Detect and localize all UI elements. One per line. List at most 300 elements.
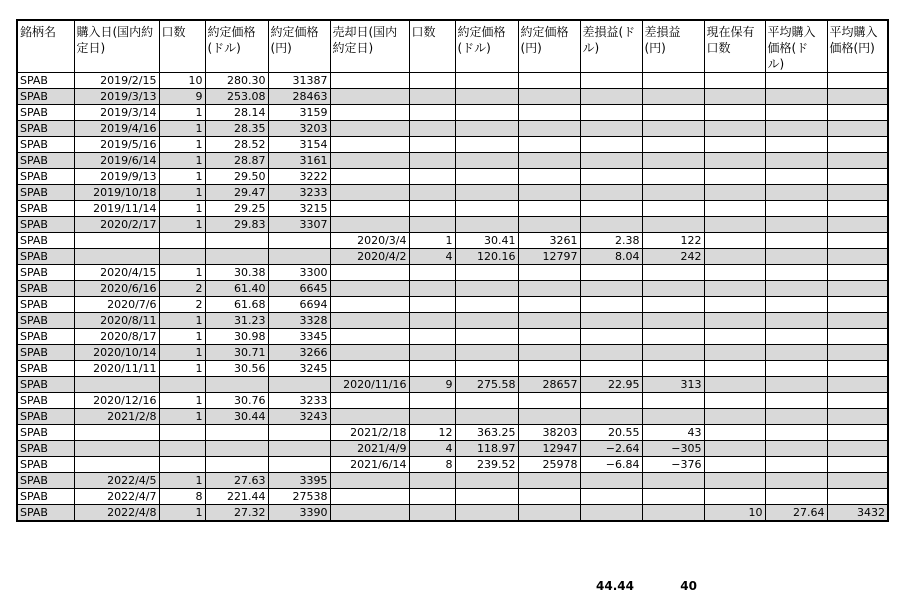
table-cell[interactable]	[704, 297, 765, 313]
table-cell[interactable]: 3261	[518, 233, 580, 249]
table-cell[interactable]: 30.71	[205, 345, 268, 361]
table-cell[interactable]: 31387	[268, 73, 330, 89]
table-cell[interactable]	[330, 153, 409, 169]
table-cell[interactable]	[642, 121, 704, 137]
table-cell[interactable]: 2.38	[580, 233, 642, 249]
table-cell[interactable]	[455, 345, 518, 361]
table-cell[interactable]: 3243	[268, 409, 330, 425]
table-cell[interactable]: SPAB	[17, 121, 74, 137]
table-cell[interactable]	[74, 457, 159, 473]
table-cell[interactable]	[518, 361, 580, 377]
table-cell[interactable]: 2019/3/13	[74, 89, 159, 105]
table-cell[interactable]	[827, 425, 888, 441]
table-cell[interactable]	[704, 345, 765, 361]
table-cell[interactable]	[765, 169, 827, 185]
table-cell[interactable]: 9	[159, 89, 205, 105]
table-cell[interactable]: 28.35	[205, 121, 268, 137]
table-cell[interactable]: 25978	[518, 457, 580, 473]
table-cell[interactable]: 1	[159, 505, 205, 522]
table-cell[interactable]: SPAB	[17, 169, 74, 185]
table-cell[interactable]: 2020/2/17	[74, 217, 159, 233]
table-cell[interactable]	[330, 281, 409, 297]
table-cell[interactable]	[330, 393, 409, 409]
table-cell[interactable]	[518, 297, 580, 313]
table-cell[interactable]	[455, 489, 518, 505]
table-cell[interactable]	[455, 361, 518, 377]
table-cell[interactable]	[268, 441, 330, 457]
table-cell[interactable]	[704, 265, 765, 281]
table-cell[interactable]	[409, 409, 455, 425]
table-cell[interactable]: 1	[159, 361, 205, 377]
table-cell[interactable]	[330, 201, 409, 217]
table-cell[interactable]: SPAB	[17, 297, 74, 313]
table-cell[interactable]	[704, 105, 765, 121]
table-cell[interactable]: SPAB	[17, 329, 74, 345]
table-cell[interactable]	[827, 73, 888, 89]
table-cell[interactable]: 2021/6/14	[330, 457, 409, 473]
table-cell[interactable]	[642, 73, 704, 89]
table-cell[interactable]: 12947	[518, 441, 580, 457]
table-cell[interactable]	[205, 249, 268, 265]
table-cell[interactable]: 1	[159, 153, 205, 169]
table-cell[interactable]	[704, 73, 765, 89]
table-cell[interactable]: SPAB	[17, 105, 74, 121]
table-cell[interactable]	[704, 169, 765, 185]
table-cell[interactable]: 4	[409, 249, 455, 265]
table-cell[interactable]: 1	[159, 137, 205, 153]
table-cell[interactable]: 30.76	[205, 393, 268, 409]
table-cell[interactable]	[642, 217, 704, 233]
table-cell[interactable]	[580, 505, 642, 522]
table-cell[interactable]: 2022/4/5	[74, 473, 159, 489]
table-cell[interactable]	[580, 297, 642, 313]
table-cell[interactable]: 120.16	[455, 249, 518, 265]
table-cell[interactable]	[268, 233, 330, 249]
table-cell[interactable]	[518, 281, 580, 297]
table-cell[interactable]	[159, 441, 205, 457]
table-cell[interactable]	[765, 153, 827, 169]
table-cell[interactable]	[330, 505, 409, 522]
table-cell[interactable]: 1	[159, 121, 205, 137]
table-cell[interactable]	[330, 265, 409, 281]
table-cell[interactable]: 61.40	[205, 281, 268, 297]
table-cell[interactable]: 3345	[268, 329, 330, 345]
table-cell[interactable]	[827, 393, 888, 409]
table-cell[interactable]	[409, 137, 455, 153]
table-cell[interactable]: 253.08	[205, 89, 268, 105]
table-cell[interactable]: −376	[642, 457, 704, 473]
table-cell[interactable]: 2019/5/16	[74, 137, 159, 153]
table-cell[interactable]	[330, 473, 409, 489]
table-cell[interactable]	[765, 105, 827, 121]
table-cell[interactable]	[205, 233, 268, 249]
table-cell[interactable]: 12	[409, 425, 455, 441]
table-cell[interactable]: 1	[159, 345, 205, 361]
table-cell[interactable]	[518, 345, 580, 361]
table-cell[interactable]	[765, 121, 827, 137]
table-cell[interactable]	[518, 265, 580, 281]
table-cell[interactable]: 28463	[268, 89, 330, 105]
table-cell[interactable]	[827, 457, 888, 473]
table-cell[interactable]	[330, 89, 409, 105]
table-cell[interactable]: 8	[409, 457, 455, 473]
table-cell[interactable]	[330, 217, 409, 233]
table-cell[interactable]: 2	[159, 297, 205, 313]
table-cell[interactable]	[518, 153, 580, 169]
table-cell[interactable]	[518, 89, 580, 105]
table-cell[interactable]	[518, 121, 580, 137]
table-cell[interactable]: 28.14	[205, 105, 268, 121]
table-cell[interactable]	[518, 409, 580, 425]
table-cell[interactable]	[409, 121, 455, 137]
table-cell[interactable]: 1	[409, 233, 455, 249]
table-cell[interactable]: 6645	[268, 281, 330, 297]
table-cell[interactable]	[704, 217, 765, 233]
table-cell[interactable]	[268, 457, 330, 473]
table-cell[interactable]: −305	[642, 441, 704, 457]
table-cell[interactable]	[580, 217, 642, 233]
table-cell[interactable]	[827, 89, 888, 105]
table-cell[interactable]: 3328	[268, 313, 330, 329]
table-cell[interactable]: 3395	[268, 473, 330, 489]
table-cell[interactable]: 2	[159, 281, 205, 297]
table-cell[interactable]	[74, 441, 159, 457]
table-cell[interactable]: 1	[159, 473, 205, 489]
table-cell[interactable]	[704, 121, 765, 137]
table-cell[interactable]	[765, 361, 827, 377]
table-cell[interactable]: 27.63	[205, 473, 268, 489]
table-cell[interactable]	[704, 153, 765, 169]
table-cell[interactable]: 1	[159, 393, 205, 409]
table-cell[interactable]	[455, 185, 518, 201]
table-cell[interactable]: 29.47	[205, 185, 268, 201]
table-cell[interactable]: 118.97	[455, 441, 518, 457]
table-cell[interactable]: 2019/6/14	[74, 153, 159, 169]
table-cell[interactable]: 12797	[518, 249, 580, 265]
table-cell[interactable]	[518, 505, 580, 522]
table-cell[interactable]	[409, 329, 455, 345]
table-cell[interactable]	[704, 89, 765, 105]
table-cell[interactable]: SPAB	[17, 281, 74, 297]
table-cell[interactable]	[827, 265, 888, 281]
table-cell[interactable]: 313	[642, 377, 704, 393]
table-cell[interactable]: SPAB	[17, 265, 74, 281]
table-cell[interactable]: SPAB	[17, 217, 74, 233]
table-cell[interactable]	[704, 377, 765, 393]
table-cell[interactable]	[455, 505, 518, 522]
table-cell[interactable]: 221.44	[205, 489, 268, 505]
table-cell[interactable]	[74, 377, 159, 393]
table-cell[interactable]	[409, 217, 455, 233]
table-cell[interactable]: 3203	[268, 121, 330, 137]
table-cell[interactable]	[642, 489, 704, 505]
table-cell[interactable]	[827, 105, 888, 121]
table-cell[interactable]	[409, 105, 455, 121]
table-cell[interactable]: 3245	[268, 361, 330, 377]
table-cell[interactable]: 2022/4/8	[74, 505, 159, 522]
table-cell[interactable]	[580, 265, 642, 281]
table-cell[interactable]: SPAB	[17, 473, 74, 489]
table-cell[interactable]	[205, 457, 268, 473]
table-cell[interactable]: 2020/12/16	[74, 393, 159, 409]
table-cell[interactable]	[330, 121, 409, 137]
table-cell[interactable]	[518, 393, 580, 409]
table-cell[interactable]: 8.04	[580, 249, 642, 265]
table-cell[interactable]	[330, 169, 409, 185]
table-cell[interactable]	[159, 249, 205, 265]
table-cell[interactable]	[704, 185, 765, 201]
table-cell[interactable]	[827, 313, 888, 329]
table-cell[interactable]	[580, 409, 642, 425]
table-cell[interactable]: 2020/10/14	[74, 345, 159, 361]
table-cell[interactable]	[827, 153, 888, 169]
table-cell[interactable]	[580, 169, 642, 185]
table-cell[interactable]	[642, 409, 704, 425]
table-cell[interactable]	[765, 329, 827, 345]
table-cell[interactable]	[455, 393, 518, 409]
table-cell[interactable]: 30.44	[205, 409, 268, 425]
table-cell[interactable]	[765, 233, 827, 249]
table-cell[interactable]	[642, 361, 704, 377]
table-cell[interactable]	[455, 297, 518, 313]
table-cell[interactable]	[409, 169, 455, 185]
table-cell[interactable]	[765, 73, 827, 89]
table-cell[interactable]	[518, 73, 580, 89]
table-cell[interactable]	[518, 217, 580, 233]
table-cell[interactable]: 31.23	[205, 313, 268, 329]
table-cell[interactable]	[704, 457, 765, 473]
table-cell[interactable]: 8	[159, 489, 205, 505]
table-cell[interactable]	[74, 249, 159, 265]
table-cell[interactable]: 10	[704, 505, 765, 522]
table-cell[interactable]: 1	[159, 105, 205, 121]
table-cell[interactable]: SPAB	[17, 377, 74, 393]
table-cell[interactable]: SPAB	[17, 393, 74, 409]
table-cell[interactable]: SPAB	[17, 153, 74, 169]
table-cell[interactable]	[455, 89, 518, 105]
table-cell[interactable]	[642, 153, 704, 169]
table-cell[interactable]: SPAB	[17, 441, 74, 457]
table-cell[interactable]	[580, 361, 642, 377]
table-cell[interactable]	[642, 265, 704, 281]
table-cell[interactable]: 29.50	[205, 169, 268, 185]
table-cell[interactable]: 1	[159, 313, 205, 329]
table-cell[interactable]: 1	[159, 329, 205, 345]
table-cell[interactable]	[704, 249, 765, 265]
table-cell[interactable]: SPAB	[17, 185, 74, 201]
table-cell[interactable]: 2019/11/14	[74, 201, 159, 217]
table-cell[interactable]: SPAB	[17, 137, 74, 153]
table-cell[interactable]	[330, 185, 409, 201]
table-cell[interactable]: 3432	[827, 505, 888, 522]
table-cell[interactable]	[642, 201, 704, 217]
table-cell[interactable]	[827, 169, 888, 185]
table-cell[interactable]: 2019/4/16	[74, 121, 159, 137]
table-cell[interactable]	[455, 73, 518, 89]
table-cell[interactable]: 9	[409, 377, 455, 393]
table-cell[interactable]	[765, 89, 827, 105]
table-cell[interactable]: 30.38	[205, 265, 268, 281]
table-cell[interactable]: 27.64	[765, 505, 827, 522]
table-cell[interactable]	[827, 361, 888, 377]
table-cell[interactable]	[765, 313, 827, 329]
table-cell[interactable]	[704, 441, 765, 457]
table-cell[interactable]: 3222	[268, 169, 330, 185]
table-cell[interactable]	[704, 361, 765, 377]
table-cell[interactable]	[518, 201, 580, 217]
table-cell[interactable]	[455, 473, 518, 489]
table-cell[interactable]	[704, 425, 765, 441]
table-cell[interactable]: 30.56	[205, 361, 268, 377]
table-cell[interactable]: 239.52	[455, 457, 518, 473]
table-cell[interactable]	[827, 377, 888, 393]
table-cell[interactable]	[159, 457, 205, 473]
table-cell[interactable]	[580, 489, 642, 505]
table-cell[interactable]: 2020/11/16	[330, 377, 409, 393]
table-cell[interactable]	[765, 393, 827, 409]
table-cell[interactable]: 43	[642, 425, 704, 441]
table-cell[interactable]: 27.32	[205, 505, 268, 522]
table-cell[interactable]: 4	[409, 441, 455, 457]
table-cell[interactable]: 2020/3/4	[330, 233, 409, 249]
table-cell[interactable]: 30.98	[205, 329, 268, 345]
table-cell[interactable]	[409, 89, 455, 105]
table-cell[interactable]	[205, 377, 268, 393]
table-cell[interactable]: 61.68	[205, 297, 268, 313]
table-cell[interactable]	[518, 105, 580, 121]
table-cell[interactable]: 2021/2/18	[330, 425, 409, 441]
table-cell[interactable]	[580, 105, 642, 121]
table-cell[interactable]: SPAB	[17, 489, 74, 505]
table-cell[interactable]	[704, 281, 765, 297]
table-cell[interactable]	[74, 425, 159, 441]
table-cell[interactable]	[765, 441, 827, 457]
table-cell[interactable]	[642, 281, 704, 297]
table-cell[interactable]	[409, 361, 455, 377]
table-cell[interactable]	[827, 137, 888, 153]
table-cell[interactable]: 1	[159, 201, 205, 217]
table-cell[interactable]	[642, 169, 704, 185]
table-cell[interactable]	[518, 169, 580, 185]
table-cell[interactable]	[330, 313, 409, 329]
table-cell[interactable]: 122	[642, 233, 704, 249]
table-cell[interactable]: SPAB	[17, 361, 74, 377]
table-cell[interactable]	[74, 233, 159, 249]
table-cell[interactable]	[642, 185, 704, 201]
table-cell[interactable]: −6.84	[580, 457, 642, 473]
table-cell[interactable]	[409, 297, 455, 313]
table-cell[interactable]	[827, 217, 888, 233]
table-cell[interactable]	[765, 345, 827, 361]
table-cell[interactable]: 280.30	[205, 73, 268, 89]
table-cell[interactable]	[330, 361, 409, 377]
table-cell[interactable]	[642, 297, 704, 313]
table-cell[interactable]	[330, 489, 409, 505]
table-cell[interactable]	[330, 73, 409, 89]
table-cell[interactable]	[704, 473, 765, 489]
table-cell[interactable]: 28.52	[205, 137, 268, 153]
table-cell[interactable]: 2020/11/11	[74, 361, 159, 377]
table-cell[interactable]	[642, 105, 704, 121]
table-cell[interactable]	[330, 297, 409, 313]
table-cell[interactable]	[455, 121, 518, 137]
table-cell[interactable]: SPAB	[17, 89, 74, 105]
table-cell[interactable]: 1	[159, 265, 205, 281]
table-cell[interactable]: SPAB	[17, 345, 74, 361]
table-cell[interactable]: 2022/4/7	[74, 489, 159, 505]
table-cell[interactable]	[580, 89, 642, 105]
table-cell[interactable]	[765, 457, 827, 473]
table-cell[interactable]	[765, 473, 827, 489]
table-cell[interactable]: 3215	[268, 201, 330, 217]
table-cell[interactable]	[205, 441, 268, 457]
table-cell[interactable]	[704, 409, 765, 425]
table-cell[interactable]	[409, 153, 455, 169]
table-cell[interactable]: 3266	[268, 345, 330, 361]
table-cell[interactable]	[765, 249, 827, 265]
table-cell[interactable]	[580, 73, 642, 89]
table-cell[interactable]: 1	[159, 169, 205, 185]
table-cell[interactable]: SPAB	[17, 313, 74, 329]
table-cell[interactable]	[827, 409, 888, 425]
table-cell[interactable]: 6694	[268, 297, 330, 313]
table-cell[interactable]	[455, 329, 518, 345]
table-cell[interactable]: 363.25	[455, 425, 518, 441]
table-cell[interactable]	[580, 473, 642, 489]
table-cell[interactable]	[765, 377, 827, 393]
table-cell[interactable]: 29.25	[205, 201, 268, 217]
table-cell[interactable]: SPAB	[17, 233, 74, 249]
table-cell[interactable]: 1	[159, 185, 205, 201]
table-cell[interactable]	[455, 217, 518, 233]
table-cell[interactable]	[455, 265, 518, 281]
table-cell[interactable]	[642, 393, 704, 409]
table-cell[interactable]: 3300	[268, 265, 330, 281]
table-cell[interactable]	[642, 505, 704, 522]
table-cell[interactable]: 38203	[518, 425, 580, 441]
table-cell[interactable]	[827, 249, 888, 265]
table-cell[interactable]	[580, 153, 642, 169]
table-cell[interactable]	[455, 153, 518, 169]
table-cell[interactable]	[409, 265, 455, 281]
table-cell[interactable]	[455, 105, 518, 121]
table-cell[interactable]	[704, 489, 765, 505]
table-cell[interactable]: 3233	[268, 393, 330, 409]
table-cell[interactable]: 3154	[268, 137, 330, 153]
table-cell[interactable]	[268, 249, 330, 265]
table-cell[interactable]	[765, 425, 827, 441]
table-cell[interactable]	[704, 233, 765, 249]
table-cell[interactable]	[765, 489, 827, 505]
table-cell[interactable]	[827, 233, 888, 249]
table-cell[interactable]	[765, 281, 827, 297]
table-cell[interactable]	[330, 329, 409, 345]
table-cell[interactable]	[765, 265, 827, 281]
table-cell[interactable]	[205, 425, 268, 441]
table-cell[interactable]	[704, 313, 765, 329]
table-cell[interactable]: 2021/2/8	[74, 409, 159, 425]
table-cell[interactable]	[827, 281, 888, 297]
table-cell[interactable]	[518, 329, 580, 345]
table-cell[interactable]	[580, 281, 642, 297]
table-cell[interactable]	[580, 137, 642, 153]
table-cell[interactable]: 2019/2/15	[74, 73, 159, 89]
table-cell[interactable]	[827, 489, 888, 505]
table-cell[interactable]: 2020/8/11	[74, 313, 159, 329]
table-cell[interactable]	[455, 409, 518, 425]
table-cell[interactable]: SPAB	[17, 201, 74, 217]
table-cell[interactable]	[580, 313, 642, 329]
